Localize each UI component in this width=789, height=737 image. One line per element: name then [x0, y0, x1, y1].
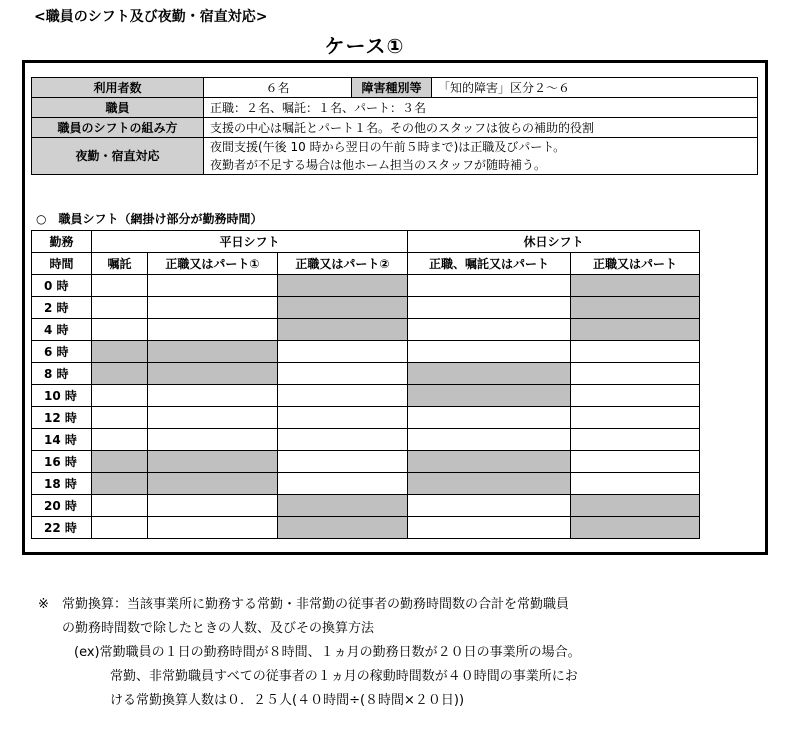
- shift-cell: [148, 517, 278, 539]
- info-table: [31, 77, 758, 175]
- shift-row: [32, 319, 700, 341]
- shift-row: [32, 517, 700, 539]
- shift-cell: [148, 429, 278, 451]
- time-header-bottom: 時間: [32, 253, 92, 275]
- time-cell: 2 時: [32, 297, 92, 319]
- disability-label: 障害種別等: [352, 78, 432, 98]
- shift-cell: [571, 407, 700, 429]
- shift-cell-shaded: [408, 451, 571, 473]
- weekday-header: 平日シフト: [92, 231, 408, 253]
- shift-row: [32, 473, 700, 495]
- column-header: 嘱託: [92, 253, 148, 275]
- shift-cell: [408, 275, 571, 297]
- time-cell: 4 時: [32, 319, 92, 341]
- staff-value: 正職：２名、嘱託：１名、パート：３名: [204, 98, 758, 118]
- time-header-top: 勤務: [32, 231, 92, 253]
- staff-label: 職員: [32, 98, 204, 118]
- time-cell: 18 時: [32, 473, 92, 495]
- shift-cell: [278, 341, 408, 363]
- shift-cell: [278, 451, 408, 473]
- shift-row: [32, 385, 700, 407]
- shift-cell: [92, 297, 148, 319]
- time-cell: 6 時: [32, 341, 92, 363]
- column-header: 正職又はパート①: [148, 253, 278, 275]
- time-cell: 22 時: [32, 517, 92, 539]
- shift-body: [32, 275, 700, 539]
- note-line-5: ける常勤換算人数は０．２５人(４０時間÷(８時間×２０日)): [110, 693, 465, 708]
- time-cell: 10 時: [32, 385, 92, 407]
- shift-cell: [92, 407, 148, 429]
- shift-cell: [92, 495, 148, 517]
- shift-row: [32, 407, 700, 429]
- time-cell: 20 時: [32, 495, 92, 517]
- shift-header-row-1: [32, 231, 700, 253]
- shift-cell: [571, 451, 700, 473]
- note-line-3: (ex)常勤職員の１日の勤務時間が８時間、１ヵ月の勤務日数が２０日の事業所の場合。: [74, 645, 581, 660]
- shift-cell: [408, 319, 571, 341]
- shift-cell-shaded: [571, 495, 700, 517]
- shift-cell-shaded: [571, 297, 700, 319]
- shift-cell-shaded: [571, 517, 700, 539]
- shift-caption: ○ 職員シフト（網掛け部分が勤務時間）: [36, 212, 263, 226]
- section-heading: <職員のシフト及び夜勤・宿直対応>: [34, 9, 268, 25]
- column-header: 正職、嘱託又はパート: [408, 253, 571, 275]
- shift-cell-shaded: [278, 275, 408, 297]
- shift-cell-shaded: [571, 275, 700, 297]
- holiday-header: 休日シフト: [408, 231, 700, 253]
- time-cell: 16 時: [32, 451, 92, 473]
- shift-cell-shaded: [408, 473, 571, 495]
- info-row-shift-combo: [32, 118, 758, 138]
- shift-cell-shaded: [408, 385, 571, 407]
- night-value-line-2: 夜勤者が不足する場合は他ホーム担当のスタッフが随時補う。: [210, 158, 547, 172]
- shift-cell: [408, 341, 571, 363]
- shift-cell: [278, 385, 408, 407]
- note-block: [38, 593, 581, 713]
- shift-row: [32, 451, 700, 473]
- shift-combo-value: 支援の中心は嘱託とパート１名。その他のスタッフは彼らの補助的役割: [204, 118, 758, 138]
- shift-cell: [148, 275, 278, 297]
- shift-cell: [408, 517, 571, 539]
- shift-row: [32, 363, 700, 385]
- note-line-4: 常勤、非常勤職員すべての従事者の１ヵ月の稼動時間数が４０時間の事業所にお: [110, 669, 578, 684]
- users-value: ６名: [204, 78, 352, 98]
- shift-cell: [92, 517, 148, 539]
- time-cell: 8 時: [32, 363, 92, 385]
- shift-cell-shaded: [92, 451, 148, 473]
- column-header: 正職又はパート②: [278, 253, 408, 275]
- shift-cell-shaded: [92, 473, 148, 495]
- shift-cell: [148, 495, 278, 517]
- shift-cell: [408, 495, 571, 517]
- shift-cell-shaded: [278, 517, 408, 539]
- shift-row: [32, 297, 700, 319]
- time-cell: 14 時: [32, 429, 92, 451]
- note-line-2: の勤務時間数で除したときの人数、及びその換算方法: [62, 621, 375, 636]
- note-line-1: [38, 593, 581, 617]
- shift-cell: [148, 297, 278, 319]
- time-cell: 0 時: [32, 275, 92, 297]
- shift-cell: [92, 429, 148, 451]
- note-text-1: 常勤換算：当該事業所に勤務する常勤・非常勤の従事者の勤務時間数の合計を常勤職員: [62, 597, 570, 612]
- shift-cell: [571, 363, 700, 385]
- shift-header-row-2: [32, 253, 700, 275]
- note-mark: ※: [38, 597, 49, 612]
- shift-cell: [571, 341, 700, 363]
- shift-cell: [92, 319, 148, 341]
- column-header: 正職又はパート: [571, 253, 700, 275]
- shift-cell-shaded: [408, 363, 571, 385]
- shift-cell-shaded: [148, 473, 278, 495]
- shift-cell: [408, 297, 571, 319]
- shift-cell: [148, 385, 278, 407]
- shift-row: [32, 495, 700, 517]
- shift-cell-shaded: [92, 341, 148, 363]
- shift-row: [32, 341, 700, 363]
- users-label: 利用者数: [32, 78, 204, 98]
- info-row-staff: [32, 98, 758, 118]
- shift-cell: [278, 473, 408, 495]
- shift-cell: [92, 275, 148, 297]
- shift-cell: [278, 429, 408, 451]
- time-cell: 12 時: [32, 407, 92, 429]
- shift-cell-shaded: [148, 363, 278, 385]
- shift-table: [31, 230, 700, 539]
- case-title: ケース①: [324, 34, 405, 58]
- shift-cell: [148, 407, 278, 429]
- info-row-users: [32, 78, 758, 98]
- shift-row: [32, 429, 700, 451]
- shift-cell: [571, 385, 700, 407]
- shift-cell-shaded: [571, 319, 700, 341]
- shift-cell: [408, 407, 571, 429]
- shift-cell: [278, 363, 408, 385]
- shift-cell-shaded: [278, 495, 408, 517]
- shift-row: [32, 275, 700, 297]
- disability-value: 「知的障害」区分２〜６: [432, 78, 758, 98]
- shift-cell: [571, 473, 700, 495]
- shift-cell: [278, 407, 408, 429]
- night-label: 夜勤・宿直対応: [32, 138, 204, 175]
- shift-cell: [408, 429, 571, 451]
- shift-combo-label: 職員のシフトの組み方: [32, 118, 204, 138]
- shift-cell-shaded: [148, 341, 278, 363]
- shift-cell: [148, 319, 278, 341]
- shift-cell-shaded: [278, 297, 408, 319]
- night-value-line-1: 夜間支援(午後 10 時から翌日の午前５時まで)は正職及びパート。: [210, 140, 566, 154]
- shift-cell-shaded: [92, 363, 148, 385]
- shift-cell-shaded: [148, 451, 278, 473]
- shift-cell: [571, 429, 700, 451]
- info-row-night: [32, 138, 758, 175]
- night-value: [204, 138, 758, 175]
- shift-cell: [92, 385, 148, 407]
- shift-cell-shaded: [278, 319, 408, 341]
